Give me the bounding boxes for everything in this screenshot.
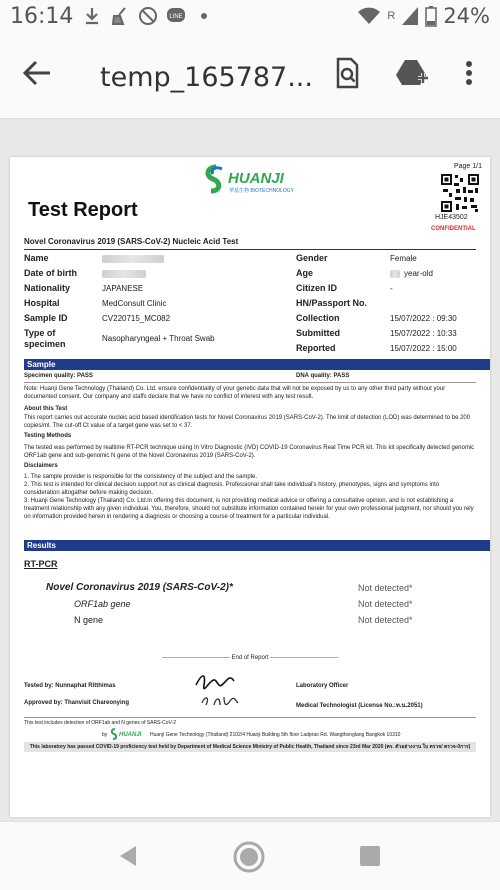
sample-section-header: Sample — [24, 359, 490, 370]
field-nationality-label: Nationality — [24, 283, 71, 293]
nav-recents-icon[interactable] — [358, 844, 382, 868]
footer-by: by — [102, 732, 108, 738]
about-test-text: This report carries out accurate nucleic acid based identification tests for Novel Coronavirus 2019 (SARS-CoV-2). The limit of detection (LOD) was determined to be 200 copies/ml. The cut-off Ct value of a target gene was set to < 37. — [24, 415, 471, 429]
footer-note: This test includes detection of ORF1ab and N genes of SARS-CoV-2 — [24, 720, 177, 726]
line-app-icon — [166, 6, 186, 26]
disclaimer-item: 2. This test is intended for clinical decision support not as clinical diagnosis. Professional shall take individual's history, phenotypes, signs and symptoms into consideration altogather before making decision. — [24, 482, 440, 496]
report-page — [10, 157, 490, 817]
testing-methods-title: Testing Methods — [24, 433, 72, 439]
confidential-label: CONFIDENTIAL — [431, 226, 476, 232]
back-arrow-icon[interactable] — [20, 56, 54, 90]
field-age-value: year-old — [404, 269, 433, 278]
divider — [24, 717, 476, 718]
status-bar — [0, 0, 500, 34]
specimen-quality: Specimen quality: PASS — [24, 373, 93, 379]
result-n-gene-name: N gene — [74, 615, 104, 625]
more-options-icon[interactable] — [452, 56, 486, 90]
end-of-report: ---------------------------------- End of Report ---------------------------------- — [161, 655, 339, 661]
field-collection-value: 15/07/2022 : 09:30 — [390, 314, 457, 323]
field-reported-value: 15/07/2022 : 15:00 — [390, 344, 457, 353]
signature-tester — [194, 671, 240, 691]
confidentiality-note: Note: Huanji Gene Technology (Thailand) Co. Ltd. ensure confidentiality of your genetic data that will not be exposed by us to any other third party without your documented consent. Our company and staffs declare that we have no conflict of interest with any test result. — [24, 386, 446, 400]
result-sars-cov-2-name: Novel Coronavirus 2019 (SARS-CoV-2)* — [46, 582, 233, 593]
app-bar — [0, 34, 500, 119]
dna-quality: DNA quality: PASS — [296, 373, 350, 379]
field-name-label: Name — [24, 253, 49, 263]
nav-home-icon[interactable] — [232, 840, 266, 874]
field-submitted-label: Submitted — [296, 328, 340, 338]
field-specimen-label-2: specimen — [24, 339, 66, 349]
footer-proficiency-bar: This laboratory has passed COVID-19 proficiency test held by Department of Medical Science Ministry of Public Health, Thailand since 23rd Mar 2020 (คร. ตัวอย่างงาน ใบ ตรวจ/ ตรวจ-0การ) — [24, 742, 476, 752]
tested-by: Tested by: Nunnaphat Ritthimas — [24, 683, 116, 689]
qr-code-id: HJE43502 — [435, 214, 468, 221]
report-title: Test Report — [28, 199, 138, 221]
dot-icon — [194, 6, 214, 26]
field-hospital-label: Hospital — [24, 298, 60, 308]
status-right — [357, 4, 490, 28]
footer-address: Huanji Gene Technology (Thailand) 2102/4 Huanji Building 5th floor Ladprao Rd. Wangthonglang Bangkok 10310 — [150, 732, 401, 738]
about-test-title: About this Test — [24, 406, 68, 412]
result-n-gene-value: Not detected* — [358, 615, 413, 625]
battery-percent: 24% — [443, 4, 490, 28]
disclaimer-item: 3. Huanji Gene Technology (Thailand) Co. Ltd.in offering this document, is not providing medical advice or offering a consultative opinion, and is not establishing a treatment relationship with any given individual. You, therefore, should not substitute information contained herein for your own professional judgment, nor should you rely on information provided herein in rendering a diagnosis or choosing a course of treatment for a particular individual. — [24, 498, 474, 520]
field-submitted-value: 15/07/2022 : 10:33 — [390, 329, 457, 338]
testing-methods-text: The tested was performed by realtime RT-PCR technique using In Vitro Diagnostic (IVD) COVID-19 Coronavirus Real Time PCR kit. This kit specifically detected genomic ORF1ab gene and sub-genomic N gene of the Novel Coronavirus 2019 (SARS-CoV-2). — [24, 445, 475, 459]
field-specimen-value: Nasopharyngeal + Throat Swab — [102, 334, 215, 343]
field-collection-label: Collection — [296, 313, 340, 323]
field-citizen-id-label: Citizen ID — [296, 283, 338, 293]
divider — [24, 249, 476, 250]
field-dob-label: Date of birth — [24, 268, 77, 278]
result-orf1ab-name: ORF1ab gene — [74, 599, 131, 609]
disclaimers-title: Disclaimers — [24, 463, 58, 469]
wifi-off-icon — [138, 6, 158, 26]
redacted-age — [390, 270, 400, 278]
broom-icon — [110, 6, 130, 26]
svg-text:LINE: LINE — [169, 14, 183, 20]
report-subtitle: Novel Coronavirus 2019 (SARS-CoV-2) Nucleic Acid Test — [24, 237, 239, 246]
page-number: Page 1/1 — [453, 163, 482, 170]
redacted-dob — [102, 270, 146, 278]
laboratory-officer: Laboratory Officer — [296, 683, 349, 689]
footer-logo — [110, 728, 146, 740]
svg-text:HUANJI: HUANJI — [119, 732, 142, 738]
field-reported-label: Reported — [296, 343, 336, 353]
field-gender-value: Female — [390, 254, 417, 263]
battery-icon — [425, 5, 437, 27]
navigation-bar — [0, 821, 500, 890]
field-sample-id-value: CV220715_MC082 — [102, 314, 171, 323]
document-title: temp_165787... — [100, 62, 313, 93]
field-citizen-id-value: - — [390, 284, 393, 293]
field-specimen-label: Type of — [24, 328, 56, 338]
qr-code — [440, 173, 480, 213]
field-gender-label: Gender — [296, 253, 328, 263]
field-nationality-value: JAPANESE — [102, 284, 144, 293]
redacted-name — [102, 255, 164, 263]
divider — [24, 382, 476, 383]
svg-text:華基生物 BIOTECHNOLOGY: 華基生物 BIOTECHNOLOGY — [229, 188, 295, 194]
disclaimer-item: 1. The sample provider is responsible for the consistency of the subject and the sample. — [24, 474, 258, 480]
huanji-logo — [202, 163, 312, 197]
approved-by: Approved by: Thanvisit Chareonying — [24, 700, 130, 706]
document-viewer[interactable] — [0, 119, 500, 821]
search-document-icon[interactable] — [330, 56, 364, 90]
signature-approver — [200, 693, 240, 709]
results-section-header: Results — [24, 540, 490, 551]
download-icon — [82, 6, 102, 26]
field-hospital-value: MedConsult Clinic — [102, 299, 167, 308]
field-sample-id-label: Sample ID — [24, 313, 68, 323]
field-age-label: Age — [296, 268, 314, 278]
add-to-drive-icon[interactable] — [394, 56, 428, 90]
result-orf1ab-value: Not detected* — [358, 599, 413, 609]
medical-technologist: Medical Technologist (License No.:ท.น.2051) — [296, 703, 423, 709]
svg-text:HUANJI: HUANJI — [228, 170, 284, 187]
field-passport-label: HN/Passport No. — [296, 298, 368, 308]
notification-icons — [82, 6, 214, 26]
nav-back-icon[interactable] — [116, 844, 140, 868]
signal-icon — [401, 6, 419, 26]
roaming-indicator: R — [387, 10, 396, 22]
rt-pcr-label: RT-PCR — [24, 559, 58, 569]
result-sars-cov-2-value: Not detected* — [358, 583, 413, 593]
wifi-icon — [357, 6, 381, 26]
status-time: 16:14 — [10, 4, 74, 29]
